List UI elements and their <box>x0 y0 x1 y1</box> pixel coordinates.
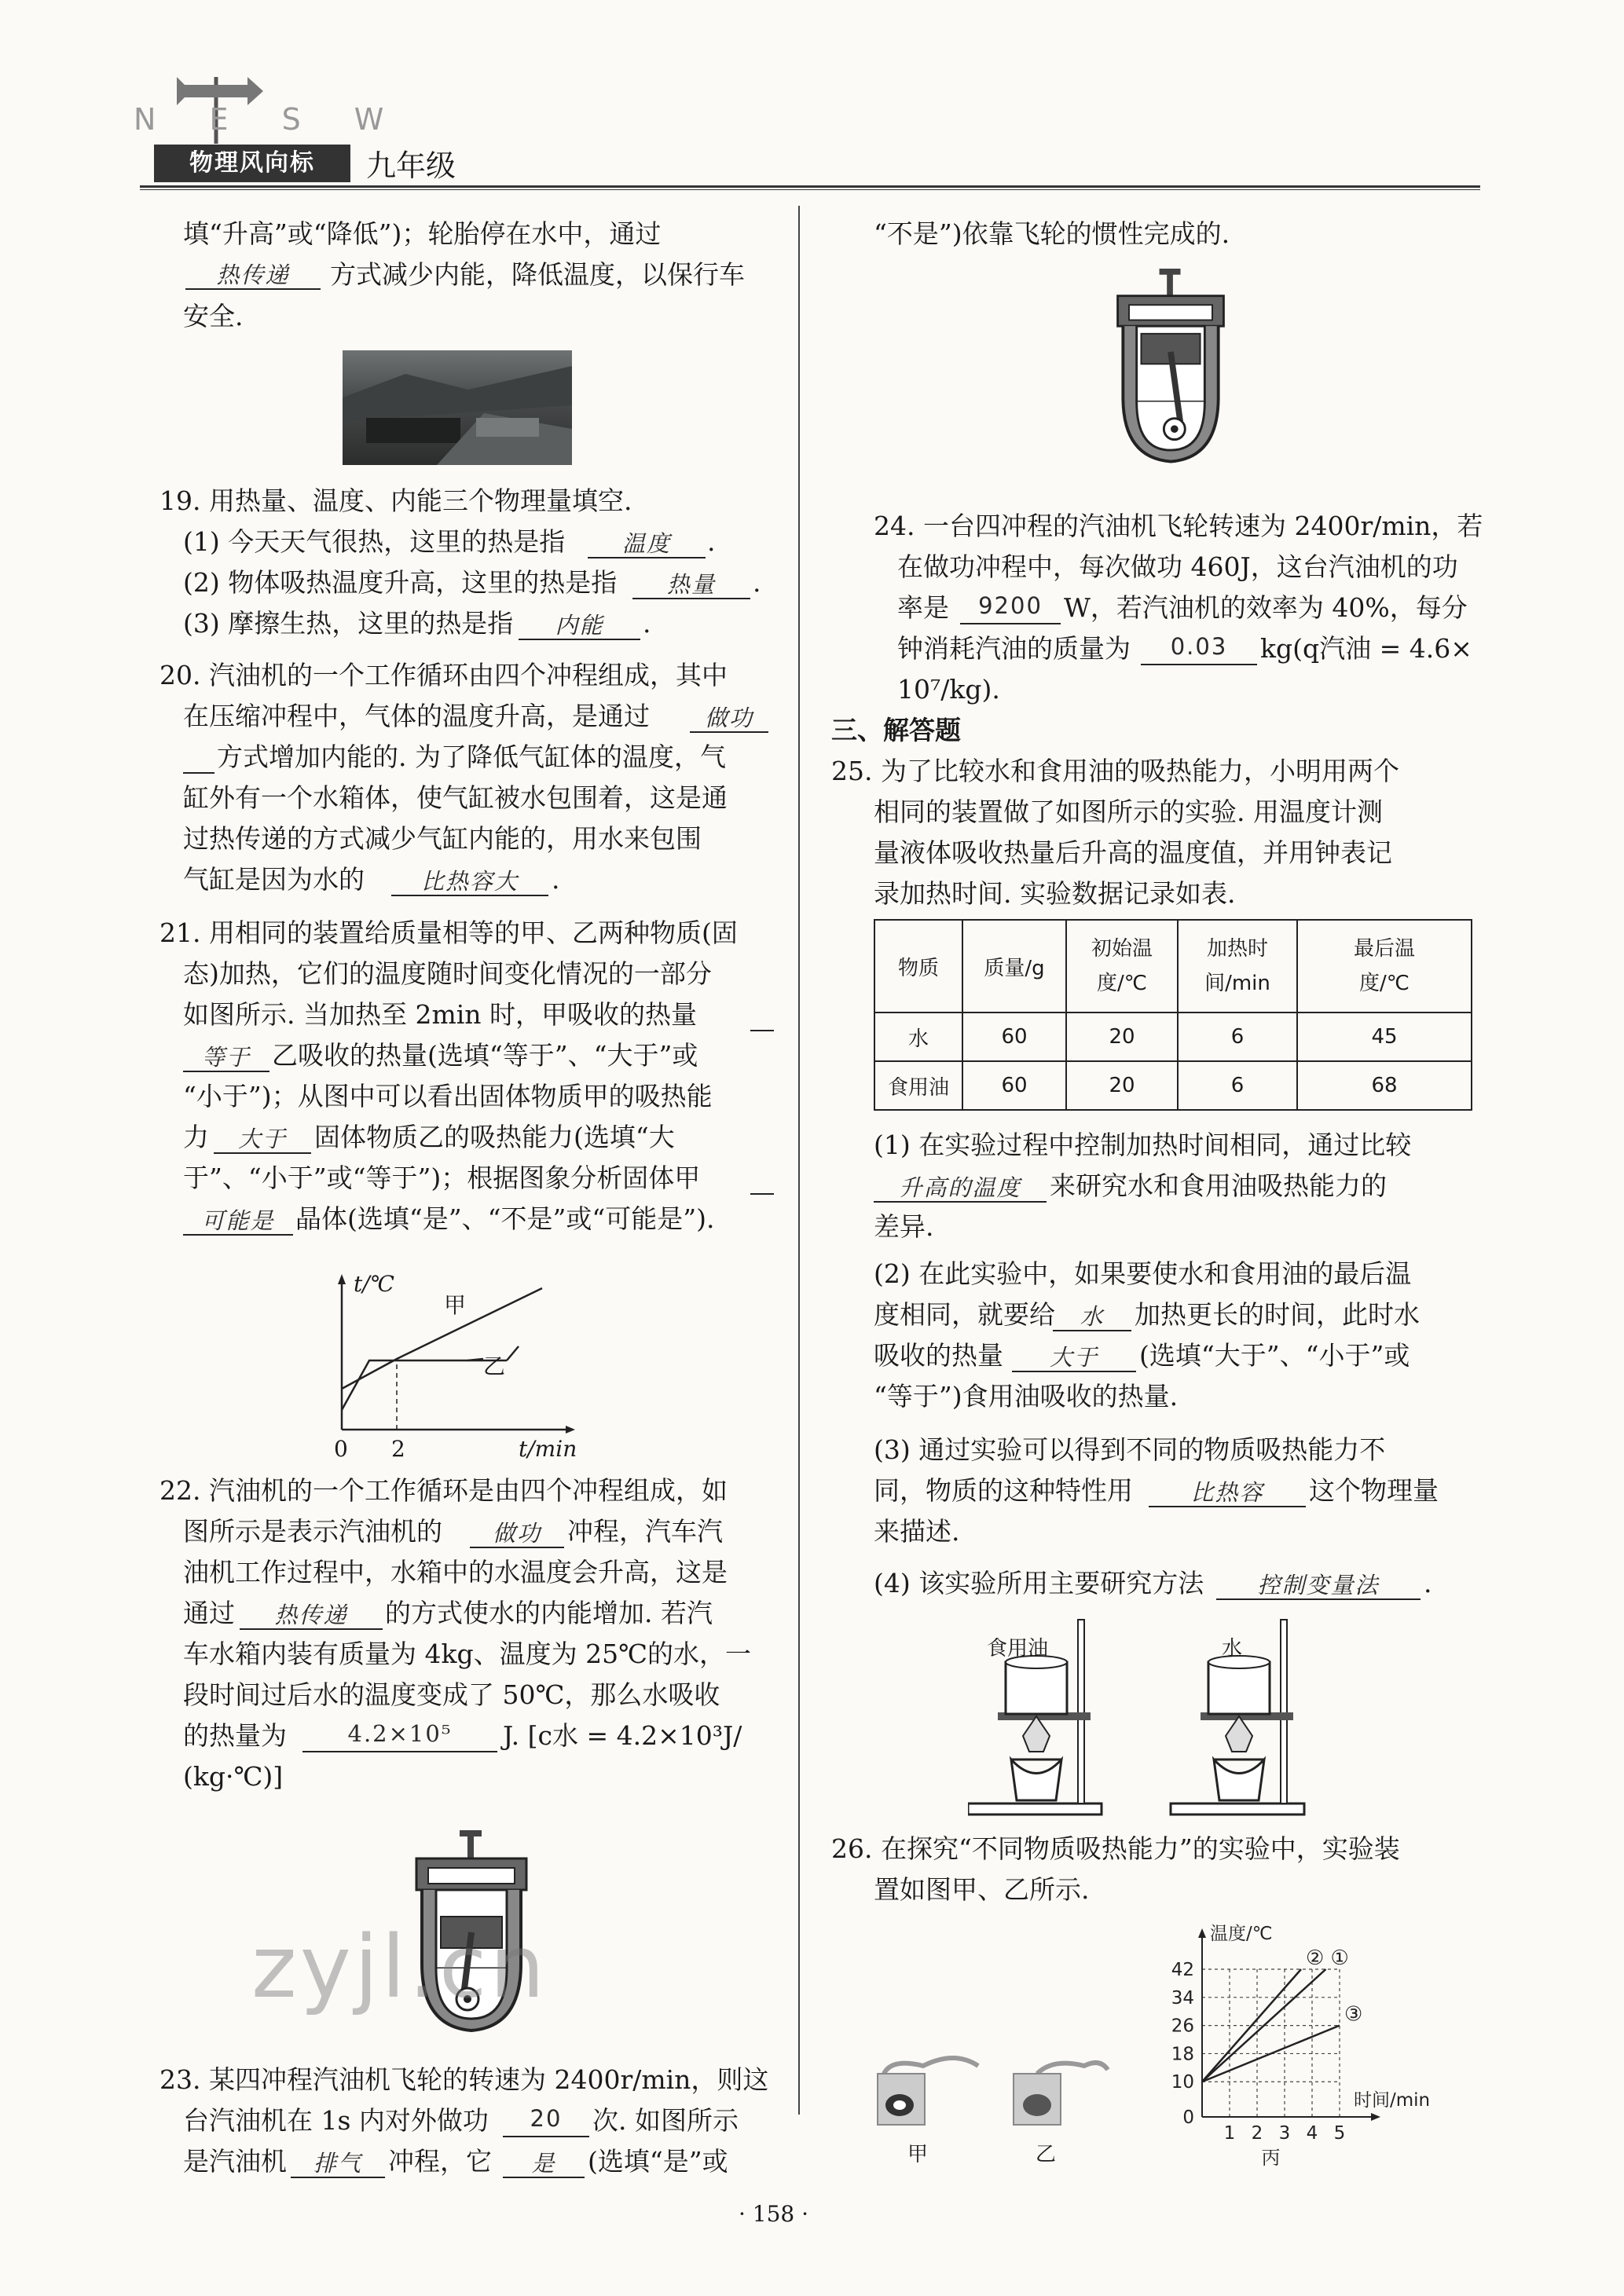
q24-line4a: 钟消耗汽油的质量为 <box>897 633 1131 664</box>
q23-line3a: 是汽油机 <box>183 2146 287 2177</box>
table-header-cell: 最后温 度/℃ <box>1297 920 1472 1013</box>
logo-letters: N E S W <box>134 102 406 137</box>
q19-end3: . <box>643 608 651 639</box>
fig-c-label: 丙 <box>1261 2147 1281 2168</box>
table-cell: 20 <box>1066 1061 1178 1110</box>
table-row <box>874 1061 1472 1110</box>
q25-part1: (1) 在实验过程中控制加热时间相同，通过比较 <box>874 1130 1412 1160</box>
watermark: zyjl.cn <box>251 1917 548 2017</box>
q25-line3: 量液体吸收热量后升高的温度值，并用钟表记 <box>874 837 1392 868</box>
table-cell: 食用油 <box>874 1061 962 1110</box>
table-cell: 6 <box>1178 1061 1297 1110</box>
q25-part1b: 来研究水和食用油吸热能力的 <box>1050 1170 1387 1201</box>
q25-line4: 录加热时间. 实验数据记录如表. <box>874 878 1236 909</box>
q21-line6b: 固体物质乙的吸热能力(选填“大 <box>314 1122 675 1152</box>
q22-line7a: 的热量为 <box>183 1720 287 1751</box>
q23-line2a: 台汽油机在 1s 内对外做功 <box>183 2105 489 2136</box>
q25-answer2: 水 <box>1080 1303 1105 1330</box>
section-heading: 三、解答题 <box>831 715 961 745</box>
q23-line3b: 冲程，它 <box>388 2146 492 2177</box>
q24-line2: 在做功冲程中，每次做功 460J，这台汽油机的功 <box>897 551 1458 582</box>
q21-graph-origin: 0 <box>334 1436 348 1462</box>
q19-answer3: 内能 <box>555 612 604 639</box>
q19-end2: . <box>753 567 761 598</box>
q25-part2d: 吸收的热量 <box>874 1340 1003 1371</box>
q21-line8: 晶体(选填“是”、“不是”或“可能是”). <box>295 1203 715 1234</box>
q19-part3: (3) 摩擦生热，这里的热是指 <box>183 608 514 639</box>
y-axis-label: 温度/℃ <box>1210 1924 1273 1944</box>
q19-part2: (2) 物体吸热温度升高，这里的热是指 <box>183 567 618 598</box>
q25-part3b: 同，物质的这种特性用 <box>874 1475 1133 1506</box>
q25-part2f: “等于”)食用油吸收的热量. <box>874 1381 1179 1412</box>
q21-answer2: 大于 <box>237 1126 287 1152</box>
q25-line2: 相同的装置做了如图所示的实验. 用温度计测 <box>874 796 1383 827</box>
q22-answer1: 做功 <box>492 1520 541 1547</box>
q20-answer1: 做功 <box>704 705 753 731</box>
y-tick-label: 0 <box>1182 2107 1194 2128</box>
table-header-cell: 质量/g <box>962 920 1066 1013</box>
table-header-cell: 加热时 间/min <box>1178 920 1297 1013</box>
q25-part3c: 这个物理量 <box>1309 1475 1439 1506</box>
q20-line5: 过热传递的方式减少气缸内能的，用水来包围 <box>183 823 702 854</box>
y-axis-arrow <box>1198 1928 1206 1938</box>
q25-answer1: 升高的温度 <box>899 1174 1021 1201</box>
q18-line2: 方式减少内能，降低温度，以保行车 <box>330 259 745 290</box>
q21-graph-xlabel: t/min <box>519 1436 577 1462</box>
page-number: · 158 · <box>739 2201 809 2227</box>
header-rule <box>140 185 1480 188</box>
table-cell: 60 <box>962 1061 1066 1110</box>
q21-line5: “小于”)；从图中可以看出固体物质甲的吸热能 <box>183 1081 713 1111</box>
table-cell: 68 <box>1297 1061 1472 1110</box>
q25-part4-end: . <box>1424 1568 1432 1598</box>
q20-line6: 气缸是因为水的 <box>183 864 365 895</box>
table-cell: 45 <box>1297 1013 1472 1061</box>
q25-part2: (2) 在此实验中，如果要使水和食用油的最后温 <box>874 1258 1412 1289</box>
q20-line2: 在压缩冲程中，气体的温度升高，是通过 <box>183 701 650 731</box>
table-header-cell: 初始温 度/℃ <box>1066 920 1178 1013</box>
flooded-road-photo <box>343 350 572 465</box>
y-tick-label: 26 <box>1171 2016 1194 2037</box>
q18-line1: 填“升高”或“降低”)；轮胎停在水中，通过 <box>183 218 662 249</box>
y-tick-label: 10 <box>1171 2072 1194 2093</box>
fig-a-label: 甲 <box>907 2143 929 2166</box>
q25-part3d: 来描述. <box>874 1516 960 1547</box>
q20-answer2: 比热容大 <box>420 868 519 895</box>
q21-graph-label-b: 乙 <box>483 1353 506 1379</box>
y-tick-label: 34 <box>1171 1987 1194 2009</box>
q18-answer: 热传递 <box>216 262 290 288</box>
engine-exhaust-stroke-diagram <box>1112 269 1230 473</box>
q24-answer2: 0.03 <box>1170 633 1228 660</box>
q25-answer5: 控制变量法 <box>1257 1572 1380 1598</box>
q21-graph-label-a: 甲 <box>444 1292 467 1318</box>
q22-line6: 段时间过后水的温度变成了 50℃，那么水吸收 <box>183 1679 720 1710</box>
series-label: ③ <box>1344 2002 1363 2027</box>
q25-part2e: (选填“大于”、“小于”或 <box>1139 1340 1410 1371</box>
table-cell: 6 <box>1178 1013 1297 1061</box>
q24-line1: 24. 一台四冲程的汽油机飞轮转速为 2400r/min，若 <box>874 511 1483 541</box>
q19-end1: . <box>707 526 716 557</box>
q21-line7: 于”、“小于”或“等于”)；根据图象分析固体甲 <box>183 1163 701 1193</box>
q24-answer1: 9200 <box>978 592 1043 619</box>
series-line <box>1202 1969 1326 2082</box>
q20-line6-end: . <box>552 864 560 895</box>
fig-label-oil: 食用油 <box>987 1637 1049 1661</box>
q19-part1: (1) 今天天气很热，这里的热是指 <box>183 526 566 557</box>
q22-line1: 22. 汽油机的一个工作循环是由四个冲程组成，如 <box>159 1475 728 1506</box>
q24-line4b: kg(q汽油 = 4.6× <box>1260 633 1472 664</box>
q25-data-table <box>874 919 1472 1111</box>
q21-answer3: 可能是 <box>201 1207 275 1234</box>
q21-graph-ylabel: t/℃ <box>354 1271 395 1297</box>
q21-line3: 如图所示. 当加热至 2min 时，甲吸收的热量 <box>183 999 698 1030</box>
q22-line3: 油机工作过程中，水箱中的水温度会升高，这是 <box>183 1557 728 1587</box>
q22-line8: (kg·℃)] <box>183 1761 284 1792</box>
x-tick-label: 1 <box>1223 2123 1236 2144</box>
x-tick-label: 4 <box>1306 2123 1318 2144</box>
q21-line2: 态)加热，它们的温度随时间变化情况的一部分 <box>183 958 712 989</box>
header-rule-thin <box>140 189 1480 190</box>
x-tick-label: 2 <box>1251 2123 1263 2144</box>
q22-line4b: 的方式使水的内能增加. 若汽 <box>385 1598 713 1628</box>
q18-line3: 安全. <box>183 301 244 331</box>
q19-stem: 19. 用热量、温度、内能三个物理量填空. <box>159 485 632 516</box>
q25-line1: 25. 为了比较水和食用油的吸热能力，小明用两个 <box>831 756 1399 786</box>
fig-b-beaker-photo <box>1006 2050 1116 2129</box>
q19-answer2: 热量 <box>666 571 716 598</box>
series-label: ② <box>1306 1946 1325 1970</box>
q21-answer1: 等于 <box>201 1044 251 1071</box>
q20-line3: 方式增加内能的. 为了降低气缸体的温度，气 <box>217 742 726 772</box>
q25-part2b: 度相同，就要给 <box>874 1299 1055 1330</box>
fig-a-beaker-photo <box>868 2042 994 2129</box>
q21-graph-tick: 2 <box>391 1436 405 1462</box>
q20-line4: 缸外有一个水箱体，使气缸被水包围着，这是通 <box>183 782 728 813</box>
q26-line2: 置如图甲、乙所示. <box>874 1874 1090 1905</box>
table-row <box>874 1013 1472 1061</box>
q22-line5: 车水箱内装有质量为 4kg、温度为 25℃的水，一 <box>183 1639 752 1669</box>
q24-line3b: W，若汽油机的效率为 40%，每分 <box>1064 592 1468 623</box>
series-label: ① <box>1330 1946 1349 1970</box>
table-header-cell: 物质 <box>874 920 962 1013</box>
q23-line3c: (选填“是”或 <box>588 2146 728 2177</box>
table-cell: 20 <box>1066 1013 1178 1061</box>
q24-line3a: 率是 <box>897 592 949 623</box>
q24-line5: 10⁷/kg). <box>897 674 1000 705</box>
q26-line1: 26. 在探究“不同物质吸热能力”的实验中，实验装 <box>831 1833 1400 1864</box>
x-axis-arrow <box>1371 2113 1380 2121</box>
table-header-row <box>874 920 1472 1013</box>
q22-answer3: 4.2×10⁵ <box>347 1720 453 1747</box>
q23-answer3: 是 <box>531 2150 556 2177</box>
temperature-time-chart <box>1147 1917 1446 2168</box>
q23-line1: 23. 某四冲程汽油机飞轮的转速为 2400r/min，则这 <box>159 2064 769 2095</box>
q25-answer3: 大于 <box>1049 1344 1098 1371</box>
q25-part4: (4) 该实验所用主要研究方法 <box>874 1568 1204 1598</box>
q25-answer4: 比热容 <box>1190 1479 1264 1506</box>
q22-line2b: 冲程，汽车汽 <box>567 1516 723 1547</box>
q21-line4: 乙吸收的热量(选填“等于”、“大于”或 <box>272 1040 698 1071</box>
q25-part2c: 加热更长的时间，此时水 <box>1135 1299 1420 1330</box>
y-tick-label: 42 <box>1171 1960 1194 1980</box>
table-cell: 水 <box>874 1013 962 1061</box>
table-cell: 60 <box>962 1013 1066 1061</box>
x-tick-label: 5 <box>1333 2123 1346 2144</box>
fig-b-label: 乙 <box>1036 2143 1057 2166</box>
x-tick-label: 3 <box>1278 2123 1291 2144</box>
column-divider <box>798 206 800 2115</box>
q22-line2a: 图所示是表示汽油机的 <box>183 1516 442 1547</box>
q25-part3: (3) 通过实验可以得到不同的物质吸热能力不 <box>874 1434 1386 1465</box>
grade-label: 九年级 <box>366 148 456 183</box>
q22-line4a: 通过 <box>183 1598 235 1628</box>
q23-answer1: 20 <box>530 2105 563 2132</box>
q22-line7b: J. [c水 = 4.2×10³J/ <box>503 1720 742 1751</box>
q23-cont-line: “不是”)依靠飞轮的惯性完成的. <box>874 218 1230 249</box>
q21-line1: 21. 用相同的装置给质量相等的甲、乙两种物质(固 <box>159 917 738 948</box>
q22-answer2: 热传递 <box>274 1602 348 1628</box>
book-title: 物理风向标 <box>154 145 350 182</box>
y-tick-label: 18 <box>1171 2044 1194 2065</box>
q20-line1: 20. 汽油机的一个工作循环由四个冲程组成，其中 <box>159 660 728 690</box>
q25-part1c: 差异. <box>874 1211 934 1242</box>
x-axis-label: 时间/min <box>1354 2090 1431 2111</box>
fig-label-water: 水 <box>1222 1637 1243 1661</box>
q23-answer2: 排气 <box>313 2150 362 2177</box>
q19-answer1: 温度 <box>621 530 671 557</box>
q21-line6a: 力 <box>183 1122 209 1152</box>
q23-line2b: 次. 如图所示 <box>592 2105 739 2136</box>
